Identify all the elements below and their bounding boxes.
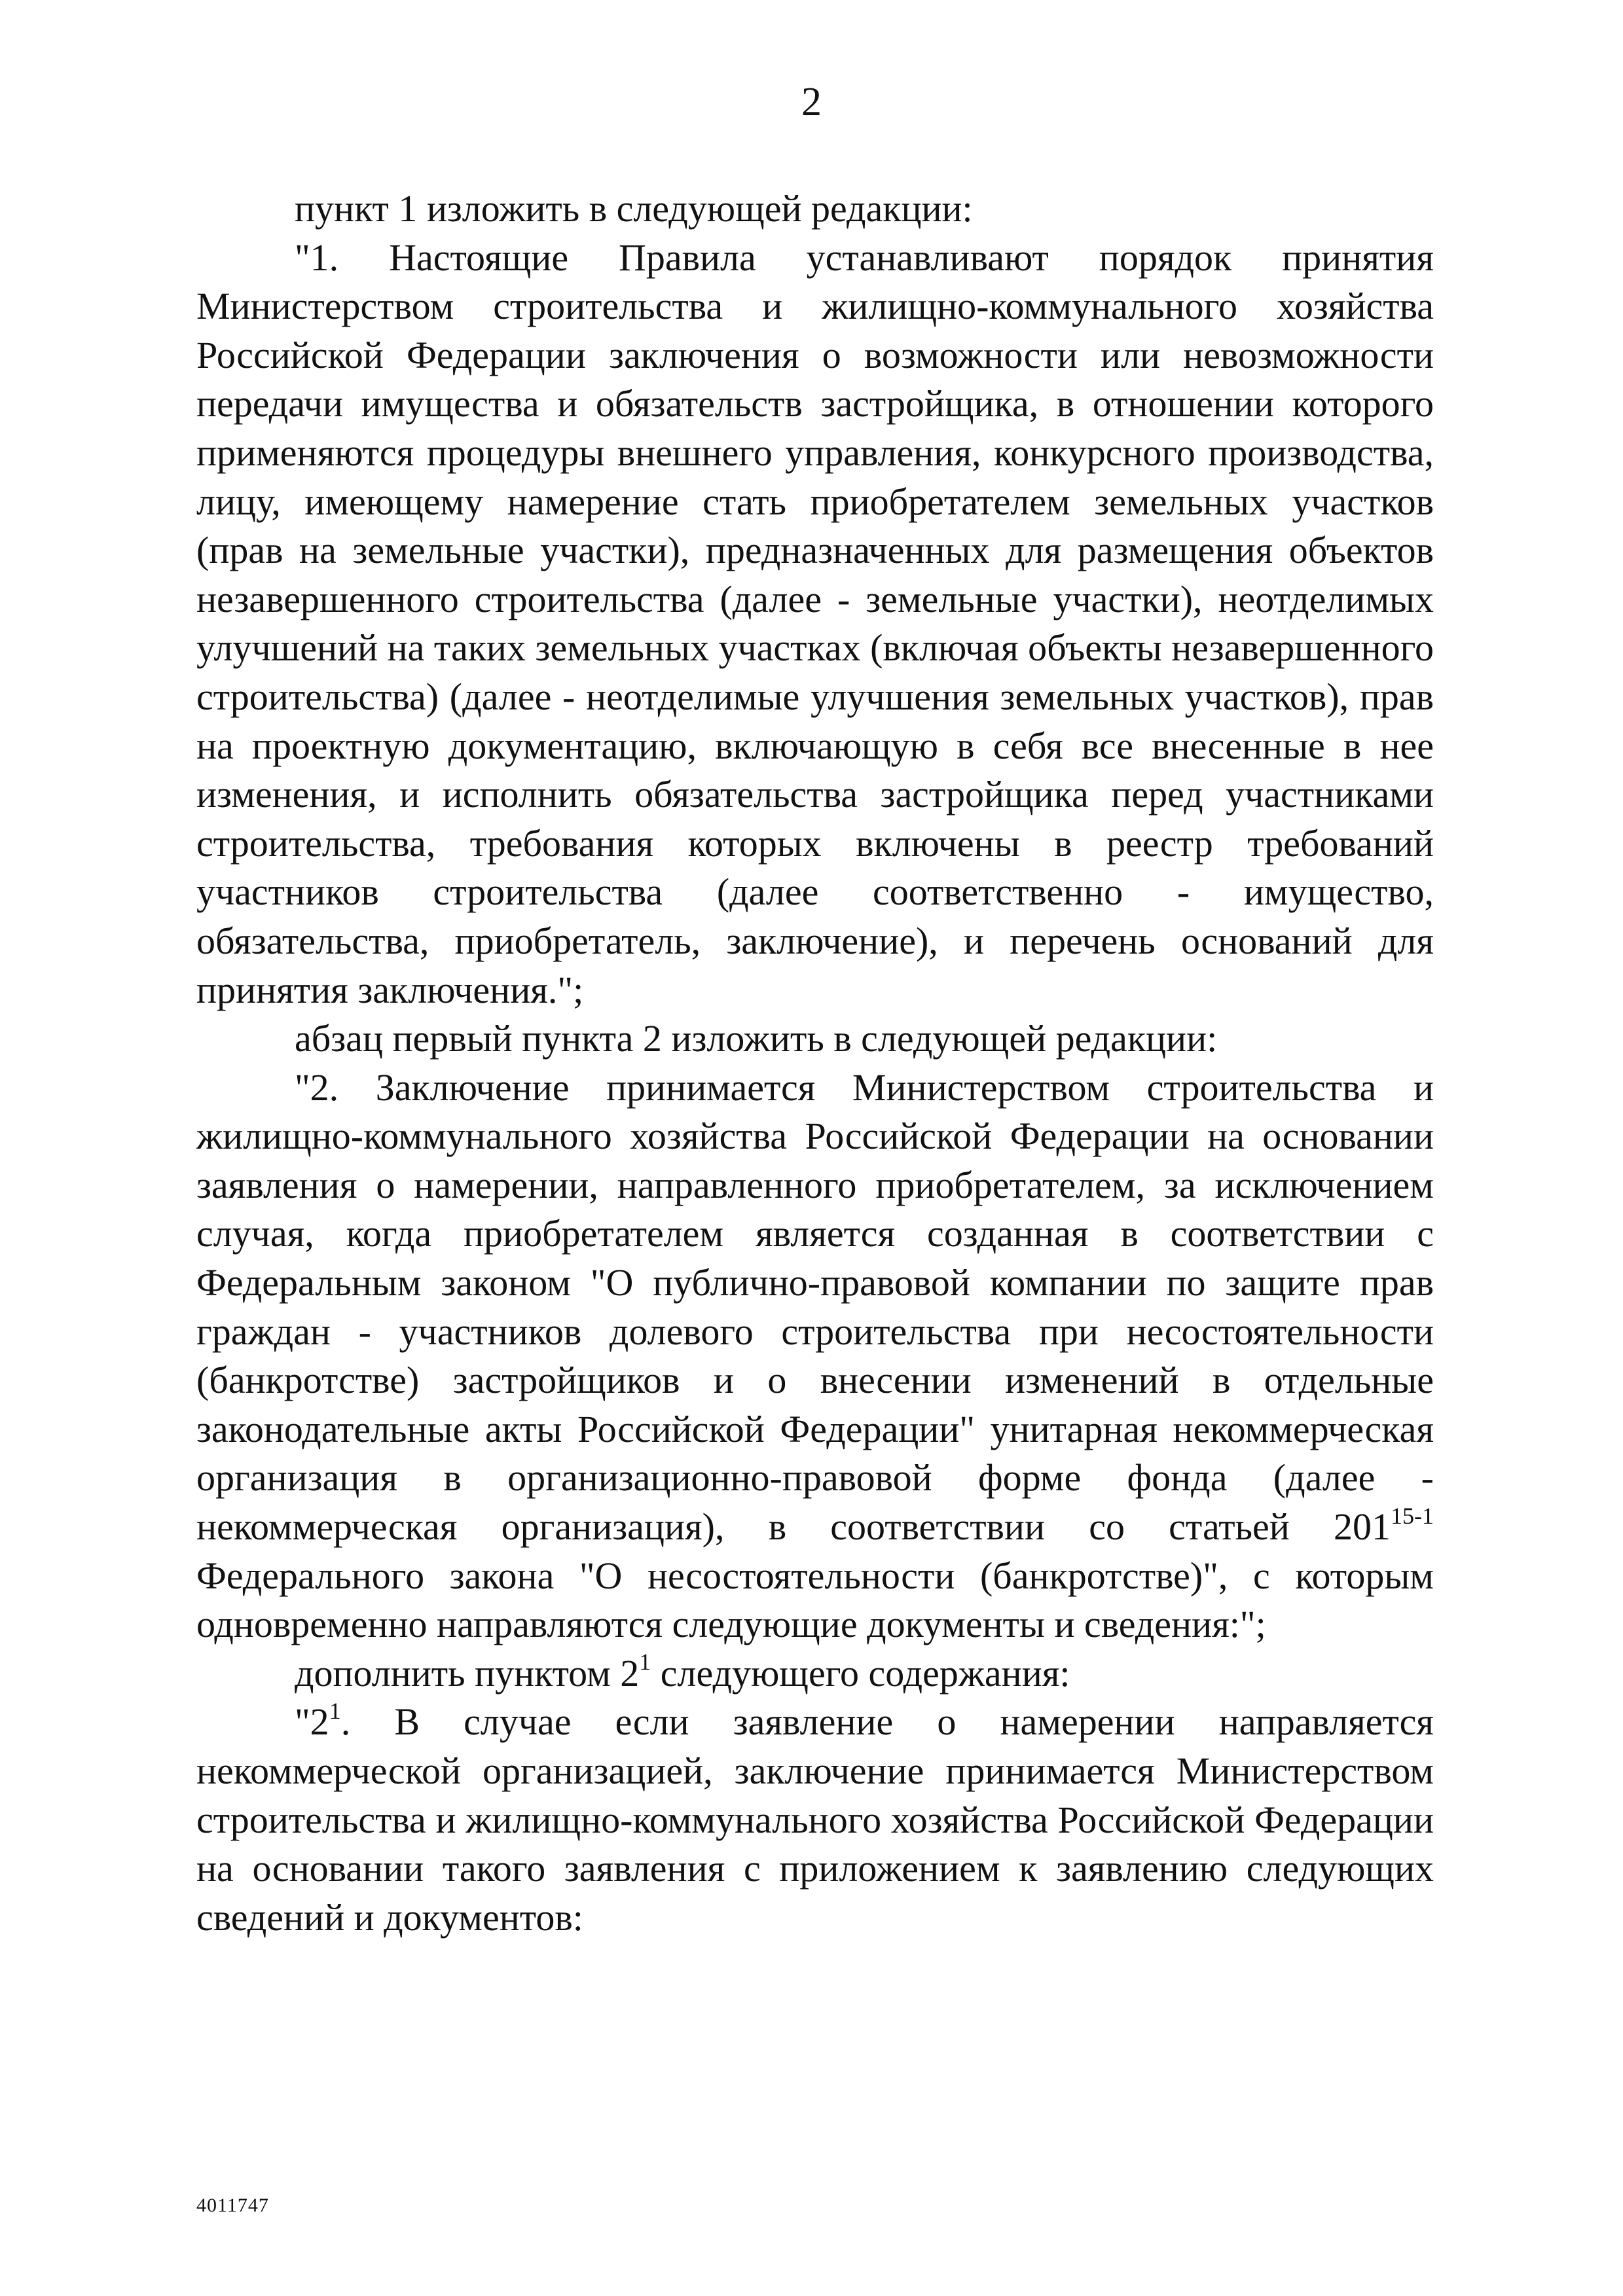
- paragraph-point-2-1-text: [196, 1698, 1434, 1942]
- paragraph-text: "1. Настоящие Правила устанавливают порядок принятия Министерством строительства и жилищно-коммунального хозяйства Российской Федерации заключения о возможности или невозможности передачи имущества и обязательств застройщика, в отношении которого применяются процедуры внешнего управления, конкурсного производства, лицу, имеющему намерение стать приобретателем земельных участков (прав на земельные участки), предназначенных для размещения объектов незавершенного строительства (далее - земельные участки), неотделимых улучшений на таких земельных участках (включая объекты незавершенного строительства) (далее - неотделимые улучшения земельных участков), прав на проектную документацию, включающую в себя все внесенные в нее изменения, и исполнить обязательства застройщика перед участниками строительства, требования которых включены в реестр требований участников строительства (далее соответственно - имущество, обязательства, приобретатель, заключение), и перечень оснований для принятия заключения.";: [196, 236, 1434, 1011]
- page-number: 2: [801, 80, 822, 124]
- paragraph-text: Федерального закона "О несостоятельности (банкротстве)", с которым одновременно направляются следующие документы и сведения:";: [196, 1554, 1434, 1646]
- superscript: 15-1: [1391, 1502, 1434, 1529]
- paragraph-text: следующего содержания:: [651, 1651, 1070, 1695]
- superscript: 1: [329, 1698, 341, 1725]
- paragraph-text: пункт 1 изложить в следующей редакции:: [295, 187, 973, 230]
- superscript: 1: [639, 1649, 651, 1676]
- paragraph-text: дополнить пунктом 2: [295, 1651, 640, 1695]
- paragraph-point-1-text: [196, 234, 1434, 1015]
- paragraph-amend-point-2: [196, 1014, 1434, 1064]
- paragraph-text: . В случае если заявление о намерении направляется некоммерческой организацией, заключение принимается Министерством строительства и жилищно-коммунального хозяйства Российской Федерации на основании такого заявления с приложением к заявлению следующих сведений и документов:: [196, 1700, 1434, 1939]
- document-body: [196, 185, 1434, 1942]
- document-code: 4011747: [196, 2195, 269, 2216]
- paragraph-text: абзац первый пункта 2 изложить в следующей редакции:: [295, 1017, 1218, 1060]
- paragraph-add-point-2-1: [196, 1649, 1434, 1698]
- paragraph-amend-point-1: [196, 185, 1434, 234]
- paragraph-text: "2: [295, 1700, 329, 1744]
- paragraph-text: "2. Заключение принимается Министерством строительства и жилищно-коммунального хозяйства Российской Федерации на основании заявления о намерении, направленного приобретателем, за исключением случая, когда приобретателем является созданная в соответствии с Федеральным законом "О публично-правовой компании по защите прав граждан - участников долевого строительства при несостоятельности (банкротстве) застройщиков и о внесении изменений в отдельные законодательные акты Российской Федерации" унитарная некоммерческая организация в организационно-правовой форме фонда (далее - некоммерческая организация), в соответствии со статьей 201: [196, 1066, 1434, 1549]
- paragraph-point-2-text: [196, 1064, 1434, 1649]
